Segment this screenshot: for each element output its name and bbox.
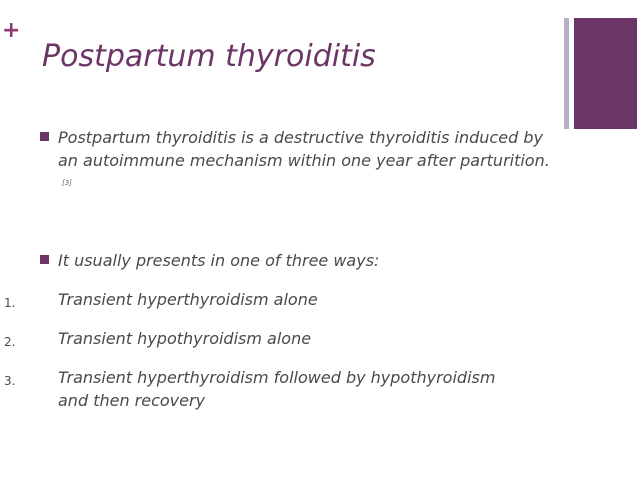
square-bullet-icon <box>40 255 49 264</box>
item-number: 1. <box>4 296 16 310</box>
reference-marker: [3] <box>62 179 72 187</box>
square-bullet-icon <box>40 132 49 141</box>
numbered-item <box>4 366 524 412</box>
item-number: 3. <box>4 374 16 388</box>
slide-title: Postpartum thyroiditis <box>42 39 376 74</box>
decorative-bar-wide <box>574 18 637 129</box>
bullet-item <box>40 249 560 272</box>
numbered-text: Transient hyperthyroidism followed by hypothyroidism and then recovery <box>58 368 496 410</box>
bullet-text: Postpartum thyroiditis is a destructive thyroiditis induced by an autoimmune mechanism within one year after parturition. <box>58 128 550 170</box>
numbered-text: Transient hyperthyroidism alone <box>58 290 318 309</box>
decorative-bar-thin <box>564 18 569 129</box>
numbered-text: Transient hypothyroidism alone <box>58 329 312 348</box>
bullet-text: It usually presents in one of three ways: <box>58 251 380 270</box>
numbered-item <box>4 327 564 350</box>
item-number: 2. <box>4 335 16 349</box>
numbered-item <box>4 288 564 311</box>
bullet-item <box>40 126 560 197</box>
plus-icon: + <box>2 18 21 43</box>
